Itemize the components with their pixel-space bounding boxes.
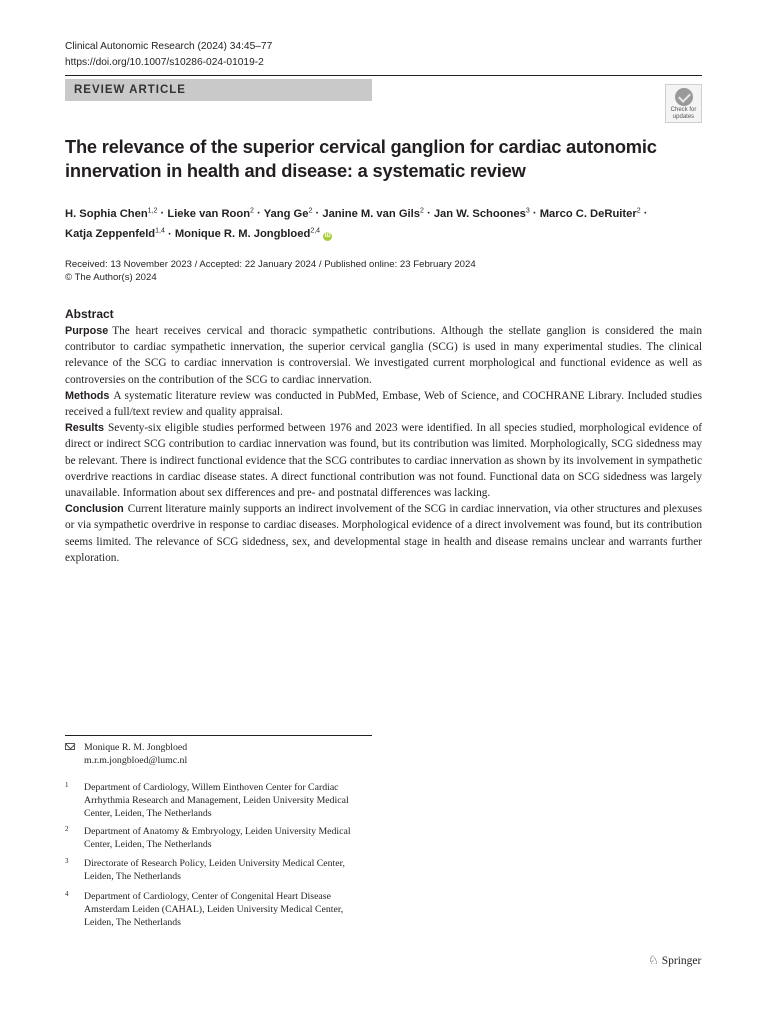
section-text: Seventy-six eligible studies performed between 1976 and 2023 were identified. In all species studied, morphological evidence of direct or indirect SCG contribution to cardiac innervation was found, but its contribution was limited. Morphologically, SCG sidedness may be relevant. There is indirect functional evidence that the SCG contributes to cardiac innervation as shown by its involvement in sympathetic overdrive reactions in cardiac disease states. A direct functional contribution was not found. Functional data on SCG sidedness was largely unavailable. Information about sex differences and pre- and postnatal differences was lacking. bbox=[65, 422, 702, 500]
author[interactable]: Jan W. Schoones$^3$ bbox=[433, 207, 530, 220]
section-label: Conclusion bbox=[65, 503, 124, 516]
article-title: The relevance of the superior cervical ganglion for cardiac autonomic innervation in health and disease: a systematic review bbox=[65, 136, 657, 181]
publisher-logo bbox=[648, 952, 701, 969]
journal-header bbox=[65, 39, 272, 71]
springer-horse-icon: ♘ bbox=[648, 953, 659, 967]
section-label: Methods bbox=[65, 389, 110, 402]
envelope-icon bbox=[65, 743, 75, 750]
date-history: Received: 13 November 2023 / Accepted: 22 January 2024 / Published online: 23 February 2024 bbox=[65, 259, 476, 270]
copyright: © The Author(s) 2024 bbox=[65, 272, 157, 283]
section-label: Purpose bbox=[65, 325, 109, 337]
author[interactable]: Yang Ge$^2$ bbox=[263, 207, 313, 220]
publisher-name: Springer bbox=[661, 955, 702, 967]
abstract-results bbox=[65, 420, 702, 501]
author[interactable]: Lieke van Roon$^2$ bbox=[167, 207, 254, 220]
journal-citation: Clinical Autonomic Research (2024) 34:45–77 bbox=[65, 41, 273, 52]
section-text: A systematic literature review was conducted in PubMed, Embase, Web of Science, and COCHRANE Library. Included studies received a full/text review and quality appraisal. bbox=[65, 389, 702, 419]
abstract-heading: Abstract bbox=[65, 307, 114, 321]
orcid-icon[interactable]: iD bbox=[324, 233, 331, 240]
affiliation-item: 1 Department of Cardiology, Willem Einthoven Center for Cardiac Arrhythmia Research and Management, Leiden University Medical Center, Leiden, The Netherlands bbox=[65, 781, 349, 819]
correspondence-email[interactable]: m.r.m.jongbloed@lumc.nl bbox=[84, 755, 188, 766]
author-list: H. Sophia Chen$^{1,2}$ · Lieke van Roon$^2$ · Yang $Ge^2$ · Janine M. van Gils$^2$ · Jan W. Schoones$^3$ · Marco C. DeRuiter$^2$ · Katja Zeppenfeld$^{1,4}$ · Monique R. M. Jongbloed$^{2,4}$ iD bbox=[65, 207, 648, 241]
check-updates-icon bbox=[675, 88, 693, 106]
section-text: Current literature mainly supports an indirect involvement of the SCG in cardiac innervation, via other structures and plexuses or via sympathetic overdrive in response to cardiac diseases. Morphological evidence of a direct involvement was found, but its contribution seems limited. The relevance of SCG sidedness, sex, and developmental stage in health and disease remains unclear and warrants further exploration. bbox=[65, 503, 702, 564]
check-updates-label: Check for updates bbox=[670, 107, 697, 120]
footnote-rule bbox=[65, 735, 372, 736]
check-for-updates-badge[interactable] bbox=[665, 84, 702, 123]
author[interactable]: Janine M. van Gils$^2$ bbox=[322, 207, 424, 220]
abstract-purpose bbox=[65, 323, 702, 388]
author[interactable]: Marco C. DeRuiter$^2$ bbox=[539, 207, 641, 220]
author[interactable]: H. Sophia Chen$^{1,2}$ bbox=[65, 207, 158, 220]
abstract-conclusion bbox=[65, 501, 702, 566]
doi-link[interactable]: https://doi.org/10.1007/s10286-024-01019-2 bbox=[65, 57, 264, 68]
author[interactable]: Monique R. M. Jongbloed$^{2,4}$ bbox=[174, 227, 321, 241]
section-label: Results bbox=[65, 422, 105, 435]
abstract-methods bbox=[65, 388, 702, 420]
correspondence-name: Monique R. M. Jongbloed bbox=[84, 742, 188, 753]
abstract bbox=[65, 306, 702, 566]
article-type-banner: REVIEW ARTICLE bbox=[65, 79, 372, 101]
affiliation-item: 2 Department of Anatomy & Embryology, Leiden University Medical Center, Leiden, The Netherlands bbox=[65, 825, 351, 850]
publication-dates bbox=[65, 258, 476, 284]
affiliation-item: 3 Directorate of Research Policy, Leiden University Medical Center, Leiden, The Netherlands bbox=[65, 857, 345, 882]
author[interactable]: Katja Zeppenfeld$^{1,4}$ bbox=[65, 227, 165, 241]
header-rule bbox=[65, 75, 702, 76]
correspondence bbox=[65, 741, 385, 767]
affiliation-item: 4 Department of Cardiology, Center of Congenital Heart Disease Amsterdam Leiden (CAHAL), Leiden University Medical Center, Leiden, The Netherlands bbox=[65, 890, 344, 928]
section-text: The heart receives cervical and thoracic sympathetic contributions. Although the stellate ganglion is considered the main contributor to cardiac sympathetic innervation, the superior cervical ganglia (SCG) is used in many experimental studies. The clinical relevance of the SCG to cardiac innervation is controversial. We investigated current morphological and functional evidence as well as controversies on the contribution of the SCG to cardiac innervation. bbox=[65, 325, 702, 386]
